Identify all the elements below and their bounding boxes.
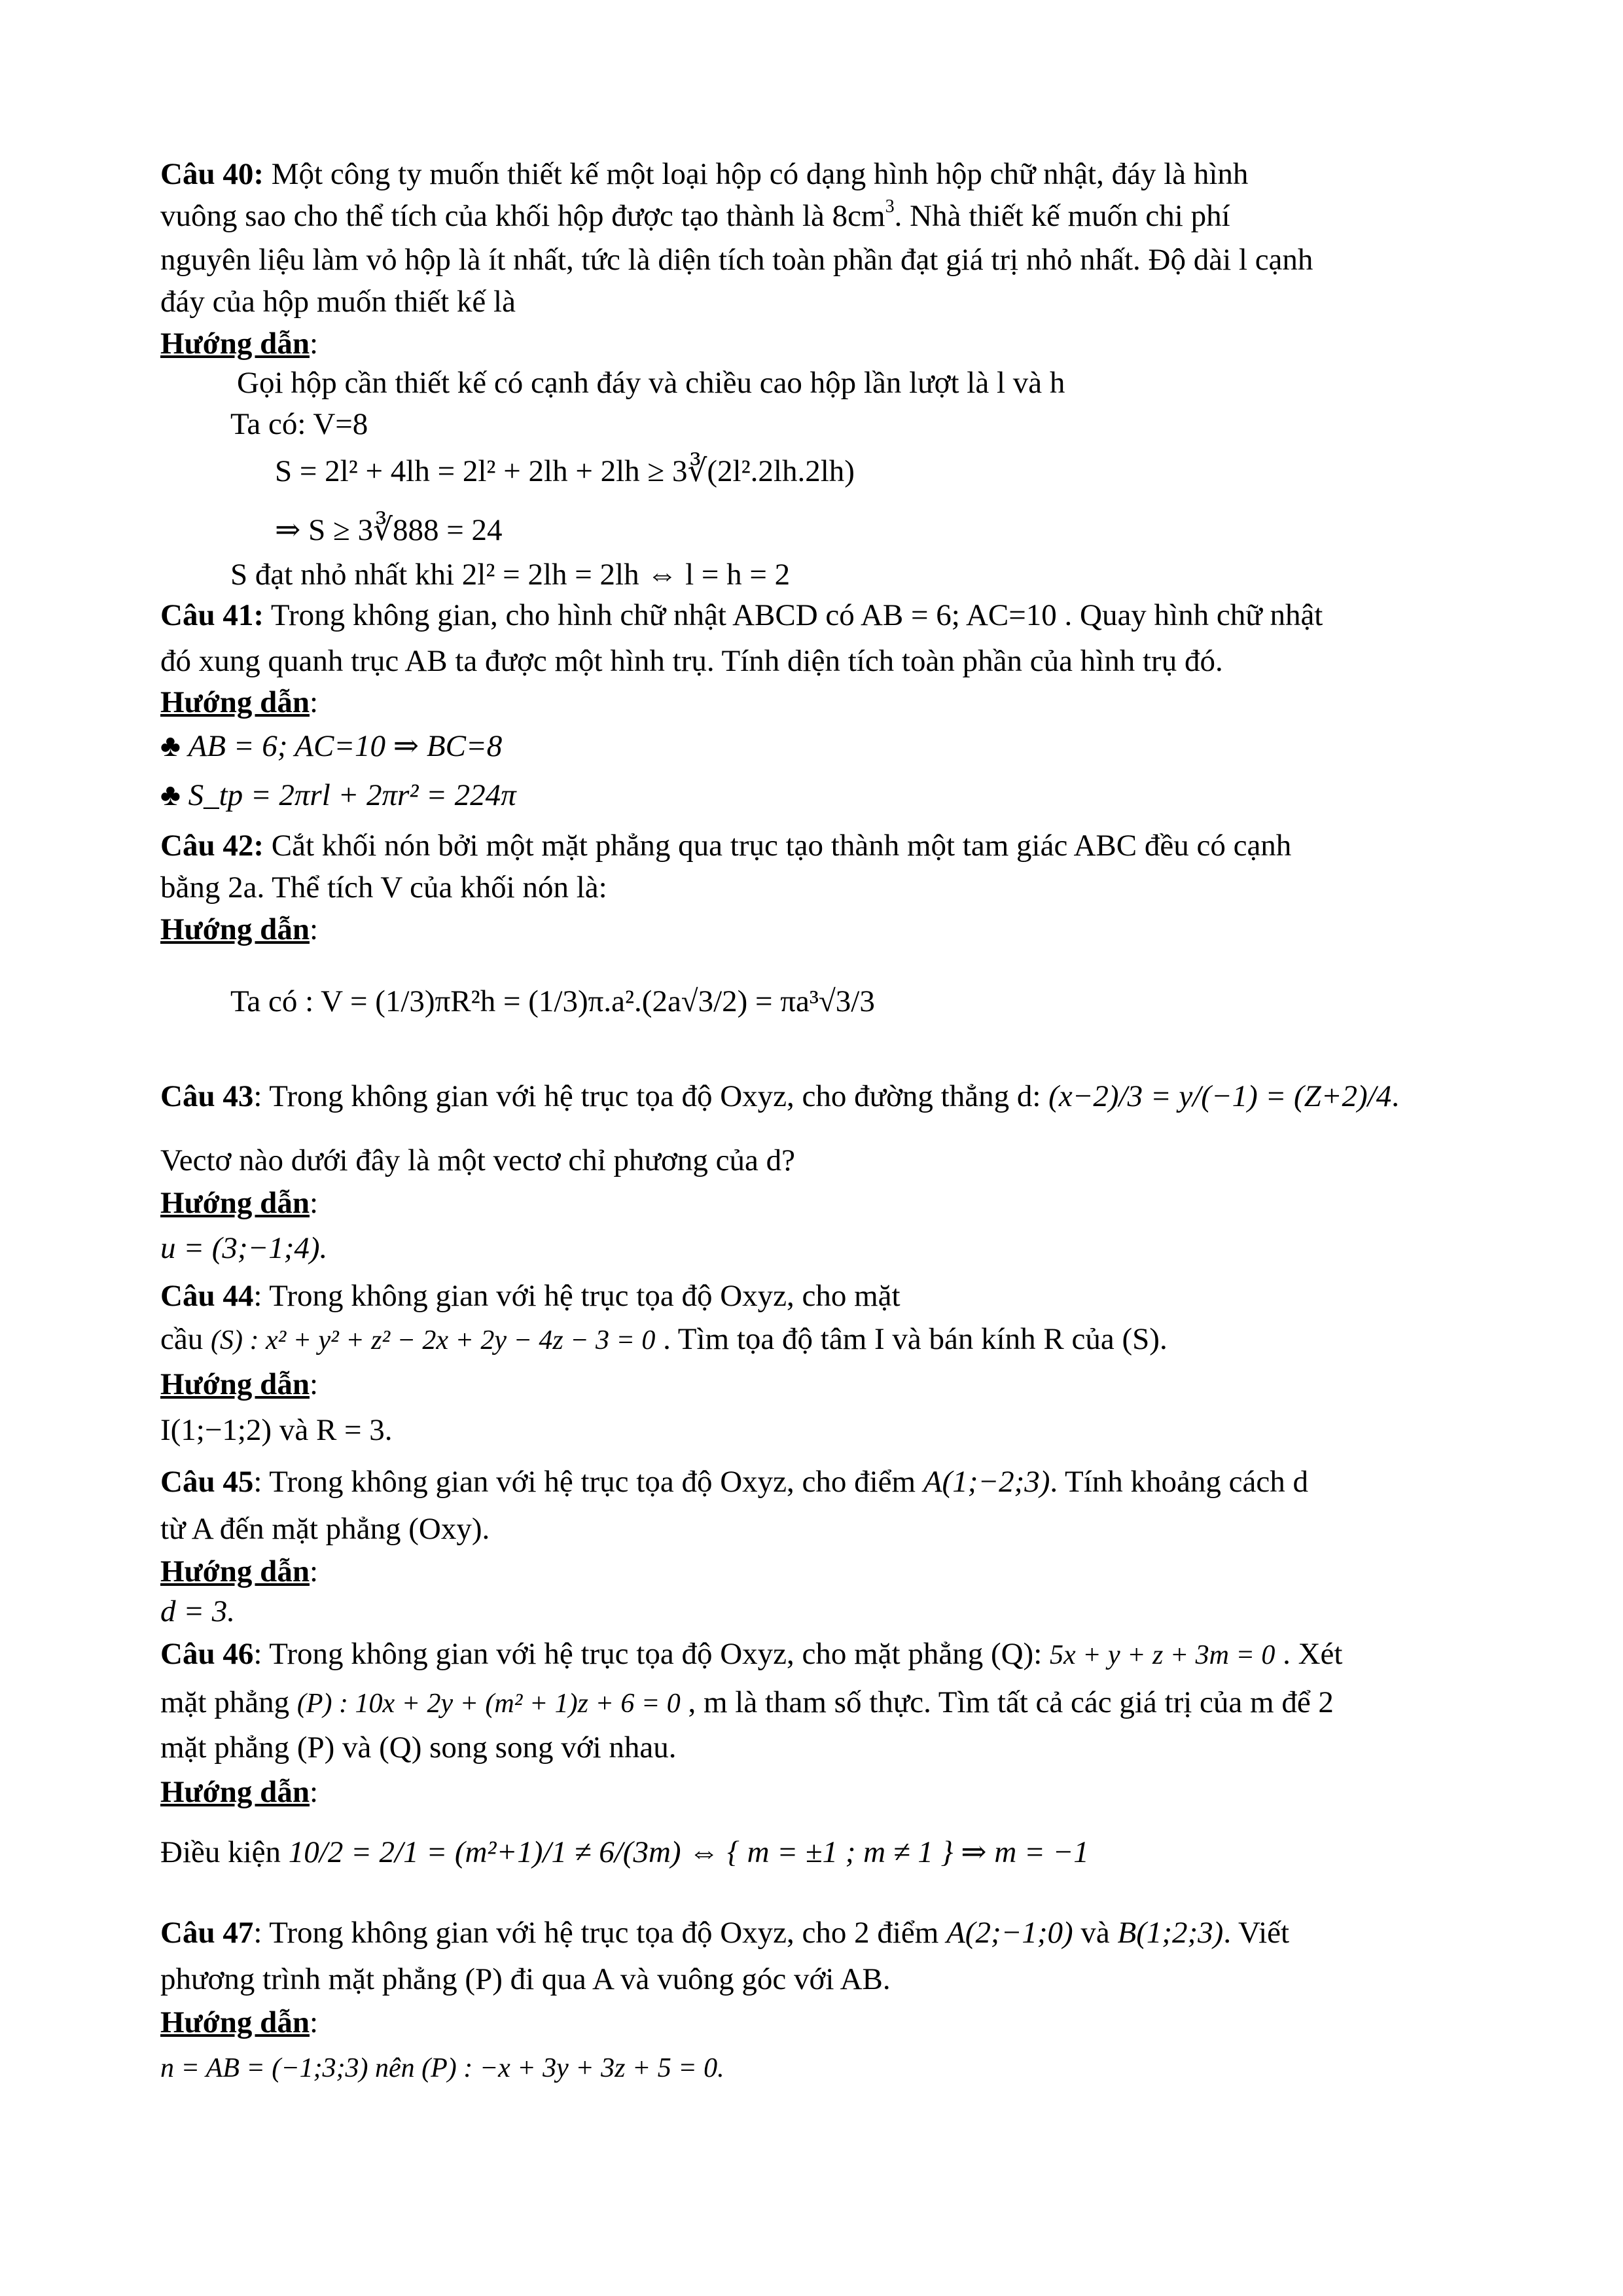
q40-sol-5: S đạt nhỏ nhất khi 2l² = 2lh = 2lh ⇔ l = h = 2 — [230, 558, 791, 592]
q43-guide-line: Hướng dẫn: — [160, 1186, 319, 1220]
q42-line-1 — [160, 826, 1291, 865]
q46-guide-line: Hướng dẫn: — [160, 1775, 319, 1809]
q46-line-2 — [160, 1683, 1334, 1723]
q46-text-1b: . Xét — [1275, 1637, 1343, 1671]
q47-guide: Hướng dẫn — [160, 2005, 310, 2039]
q41-label: Câu 41: — [160, 598, 264, 632]
q44-label: Câu 44 — [160, 1279, 254, 1313]
q47-line-1 — [160, 1913, 1289, 1952]
q45-line-1 — [160, 1462, 1308, 1501]
q40-volume: $8cm^3$ — [832, 196, 895, 233]
q47-text-and: và — [1073, 1916, 1118, 1950]
q43-label: Câu 43 — [160, 1079, 254, 1113]
q41-guide: Hướng dẫn — [160, 685, 310, 719]
q45-line-2: từ A đến mặt phẳng (Oxy). — [160, 1512, 490, 1546]
q47-label: Câu 47 — [160, 1916, 254, 1950]
q43-line-equation: (x−2)/3 = y/(−1) = (Z+2)/4 — [1048, 1079, 1392, 1113]
q46-line-1 — [160, 1634, 1342, 1675]
q40-text-2a: vuông sao cho thể tích của khối hộp được tạo thành là — [160, 199, 832, 233]
q45-sol-1: d = 3. — [160, 1594, 235, 1628]
q47-sol-1: n = AB = (−1;3;3) nên (P) : −x + 3y + 3z + 5 = 0. — [160, 2053, 724, 2083]
q43-line-2: Vectơ nào dưới đây là một vectơ chỉ phương của d? — [160, 1143, 795, 1177]
q40-guide-line: Hướng dẫn: — [160, 327, 319, 361]
q45-guide-line: Hướng dẫn: — [160, 1554, 319, 1588]
q44-guide: Hướng dẫn — [160, 1367, 310, 1401]
q44-line-2 — [160, 1319, 1168, 1360]
q42-sol-line — [230, 982, 875, 1021]
q45-label: Câu 45 — [160, 1465, 254, 1499]
q40-text-1: Một công ty muốn thiết kế một loại hộp có dạng hình hộp chữ nhật, đáy là hình — [263, 157, 1249, 191]
q46-sol-prefix: Điều kiện — [160, 1835, 289, 1869]
q45-point: A(1;−2;3) — [923, 1465, 1050, 1499]
q43-guide: Hướng dẫn — [160, 1186, 310, 1220]
q44-sphere-equation: (S) : x² + y² + z² − 2x + 2y − 4z − 3 = 0 — [210, 1325, 656, 1355]
q41-sol-1: AB = 6; AC=10 ⇒ BC=8 — [188, 729, 503, 763]
q46-guide: Hướng dẫn — [160, 1775, 310, 1809]
q46-line-3: mặt phẳng (P) và (Q) song song với nhau. — [160, 1731, 677, 1765]
q47-text-1b: . Viết — [1223, 1916, 1290, 1950]
q45-guide: Hướng dẫn — [160, 1554, 310, 1588]
q44-sol-1: I(1;−1;2) và R = 3. — [160, 1413, 393, 1447]
q45-text-1a: : Trong không gian với hệ trục tọa độ Oxyz, cho điểm — [253, 1465, 923, 1499]
q42-sol-formula: V = (1/3)πR²h = (1/3)π.a².(2a√3/2) = πa³√3/3 — [321, 984, 875, 1018]
q43-line-1: Câu 43: Trong không gian với hệ trục tọa độ Oxyz, cho đường thẳng d: (x−2)/3 = y/(−1) = (Z+2)/4. — [160, 1079, 1399, 1113]
q41-text-1: Trong không gian, cho hình chữ nhật ABCD có AB = 6; AC=10 . Quay hình chữ nhật — [263, 598, 1323, 632]
q46-plane-q: 5x + y + z + 3m = 0 — [1050, 1640, 1275, 1670]
q45-text-1b: . Tính khoảng cách d — [1050, 1465, 1308, 1499]
q46-plane-p: (P) : 10x + 2y + (m² + 1)z + 6 = 0 — [296, 1689, 681, 1719]
club-icon: ♣ — [160, 729, 181, 763]
q40-text-2b: . Nhà thiết kế muốn chi phí — [894, 199, 1230, 233]
q43-sol-1: u = (3;−1;4). — [160, 1231, 328, 1265]
q40-sol-3: S = 2l² + 4lh = 2l² + 2lh + 2lh ≥ 3∛(2l².2lh.2lh) — [275, 454, 855, 488]
q47-point-a: A(2;−1;0) — [946, 1916, 1073, 1950]
q44-text-2a: cầu — [160, 1322, 211, 1356]
q41-line-2: đó xung quanh trục AB ta được một hình trụ. Tính diện tích toàn phần của hình trụ đó. — [160, 644, 1223, 678]
q44-text-2b: . Tìm tọa độ tâm I và bán kính R của (S). — [655, 1322, 1168, 1356]
q46-text-2a: mặt phẳng — [160, 1685, 297, 1719]
q42-guide: Hướng dẫn — [160, 912, 310, 946]
q40-line-4: đáy của hộp muốn thiết kế là — [160, 285, 516, 319]
q46-sol-line — [160, 1833, 1089, 1872]
q41-guide-line: Hướng dẫn: — [160, 685, 319, 719]
q44-guide-line: Hướng dẫn: — [160, 1367, 319, 1401]
q42-label: Câu 42: — [160, 829, 264, 863]
q42-guide-line: Hướng dẫn: — [160, 912, 319, 946]
q40-line-2 — [160, 196, 1230, 236]
q47-text-1a: : Trong không gian với hệ trục tọa độ Oxyz, cho 2 điểm — [253, 1916, 947, 1950]
q41-sol-1-line — [160, 726, 502, 766]
q40-label: Câu 40: — [160, 157, 264, 191]
q41-sol-2-line — [160, 776, 516, 815]
q46-sol-formula: 10/2 = 2/1 = (m²+1)/1 ≠ 6/(3m) ⇔ { m = ±1 ; m ≠ 1 } ⇒ m = −1 — [288, 1835, 1089, 1869]
q40-line-1 — [160, 154, 1248, 194]
q46-text-1a: : Trong không gian với hệ trục tọa độ Oxyz, cho mặt phẳng (Q): — [253, 1637, 1050, 1671]
q40-line-3: nguyên liệu làm vỏ hộp là ít nhất, tức là diện tích toàn phần đạt giá trị nhỏ nhất. Độ dài l cạnh — [160, 243, 1313, 277]
q42-sol-prefix: Ta có : — [230, 984, 321, 1018]
q46-label: Câu 46 — [160, 1637, 254, 1671]
club-icon: ♣ — [160, 778, 181, 812]
q47-line-2: phương trình mặt phẳng (P) đi qua A và vuông góc với AB. — [160, 1962, 891, 1996]
q42-line-2: bằng 2a. Thể tích V của khối nón là: — [160, 870, 607, 905]
q41-sol-2: S_tp = 2πrl + 2πr² = 224π — [188, 778, 516, 812]
q47-point-b: B(1;2;3) — [1117, 1916, 1224, 1950]
q40-sol-4: ⇒ S ≥ 3∛888 = 24 — [275, 513, 503, 547]
q44-text-1: : Trong không gian với hệ trục tọa độ Oxyz, cho mặt — [253, 1279, 901, 1313]
q44-line-1 — [160, 1276, 901, 1316]
q42-text-1: Cắt khối nón bởi một mặt phẳng qua trục tạo thành một tam giác ABC đều có cạnh — [263, 829, 1292, 863]
q43-text-1: : Trong không gian với hệ trục tọa độ Oxyz, cho đường thẳng d: — [253, 1079, 1049, 1113]
q40-guide: Hướng dẫn — [160, 327, 310, 361]
q40-sol-1: Gọi hộp cần thiết kế có cạnh đáy và chiều cao hộp lần lượt là l và h — [237, 366, 1065, 400]
q47-guide-line: Hướng dẫn: — [160, 2005, 319, 2039]
q46-text-2b: , m là tham số thực. Tìm tất cả các giá trị của m để 2 — [680, 1685, 1334, 1719]
q41-line-1 — [160, 596, 1323, 635]
q40-sol-2: Ta có: V=8 — [230, 407, 368, 441]
